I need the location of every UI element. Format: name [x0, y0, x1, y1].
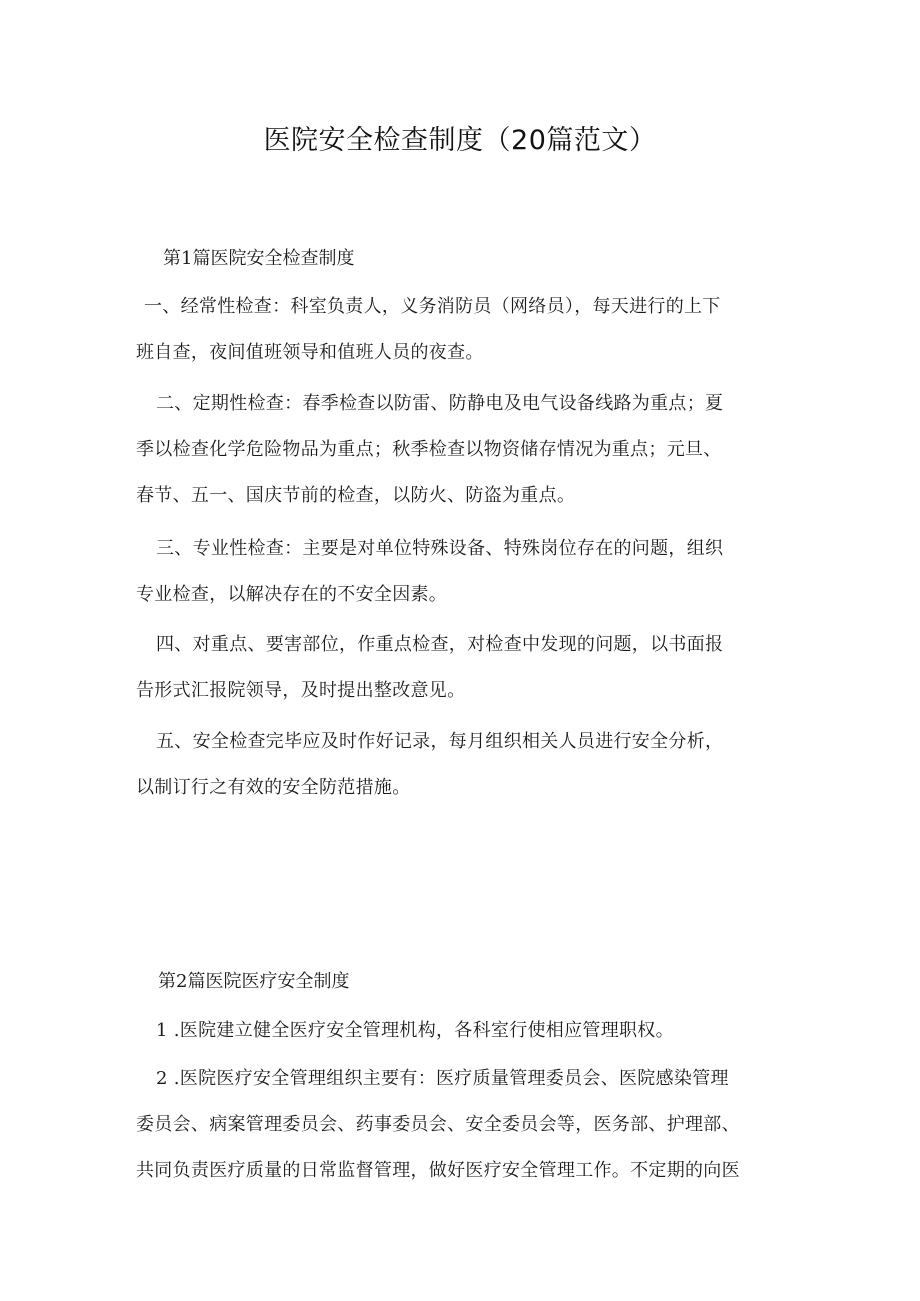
paragraph — [136, 622, 788, 714]
paragraph-line: 二、定期性检查：春季检查以防雷、防静电及电气设备线路为重点；夏 — [156, 393, 724, 414]
paragraph-line: 2 .医院医疗安全管理组织主要有：医疗质量管理委员会、医院感染管理 — [156, 1068, 729, 1089]
paragraph-line: 专业检查，以解决存在的不安全因素。 — [136, 584, 448, 605]
section-heading-1: 第1篇医院安全检查制度 — [163, 248, 355, 269]
paragraph — [136, 284, 788, 376]
paragraph-line: 班自查，夜间值班领导和值班人员的夜查。 — [136, 342, 484, 363]
paragraph-line: 春节、五一、国庆节前的检查，以防火、防盗为重点。 — [136, 485, 576, 506]
paragraph — [136, 1056, 788, 1194]
section-heading-2: 第2篇医院医疗安全制度 — [158, 971, 350, 992]
paragraph — [136, 526, 788, 618]
paragraph-line: 以制订行之有效的安全防范措施。 — [136, 777, 411, 798]
paragraph-line: 一、经常性检查：科室负责人，义务消防员（网络员），每天进行的上下 — [144, 296, 721, 317]
paragraph-line: 共同负责医疗质量的日常监督管理，做好医疗安全管理工作。不定期的向医 — [136, 1160, 740, 1181]
paragraph — [136, 1008, 788, 1054]
paragraph-line: 五、安全检查完毕应及时作好记录，每月组织相关人员进行安全分析， — [156, 731, 724, 752]
paragraph-line: 三、专业性检查：主要是对单位特殊设备、特殊岗位存在的问题，组织 — [156, 538, 724, 559]
paragraph-line: 告形式汇报院领导，及时提出整改意见。 — [136, 680, 466, 701]
paragraph-line: 四、对重点、要害部位，作重点检查，对检查中发现的问题，以书面报 — [156, 634, 724, 655]
paragraph-line: 1 .医院建立健全医疗安全管理机构，各科室行使相应管理职权。 — [156, 1020, 674, 1041]
paragraph — [136, 719, 788, 811]
paragraph-line: 季以检查化学危险物品为重点；秋季检查以物资储存情况为重点；元旦、 — [136, 439, 722, 460]
paragraph — [136, 381, 788, 519]
document-title: 医院安全检查制度（20篇范文） — [263, 125, 657, 156]
paragraph-line: 委员会、病案管理委员会、药事委员会、安全委员会等，医务部、护理部、 — [136, 1114, 740, 1135]
